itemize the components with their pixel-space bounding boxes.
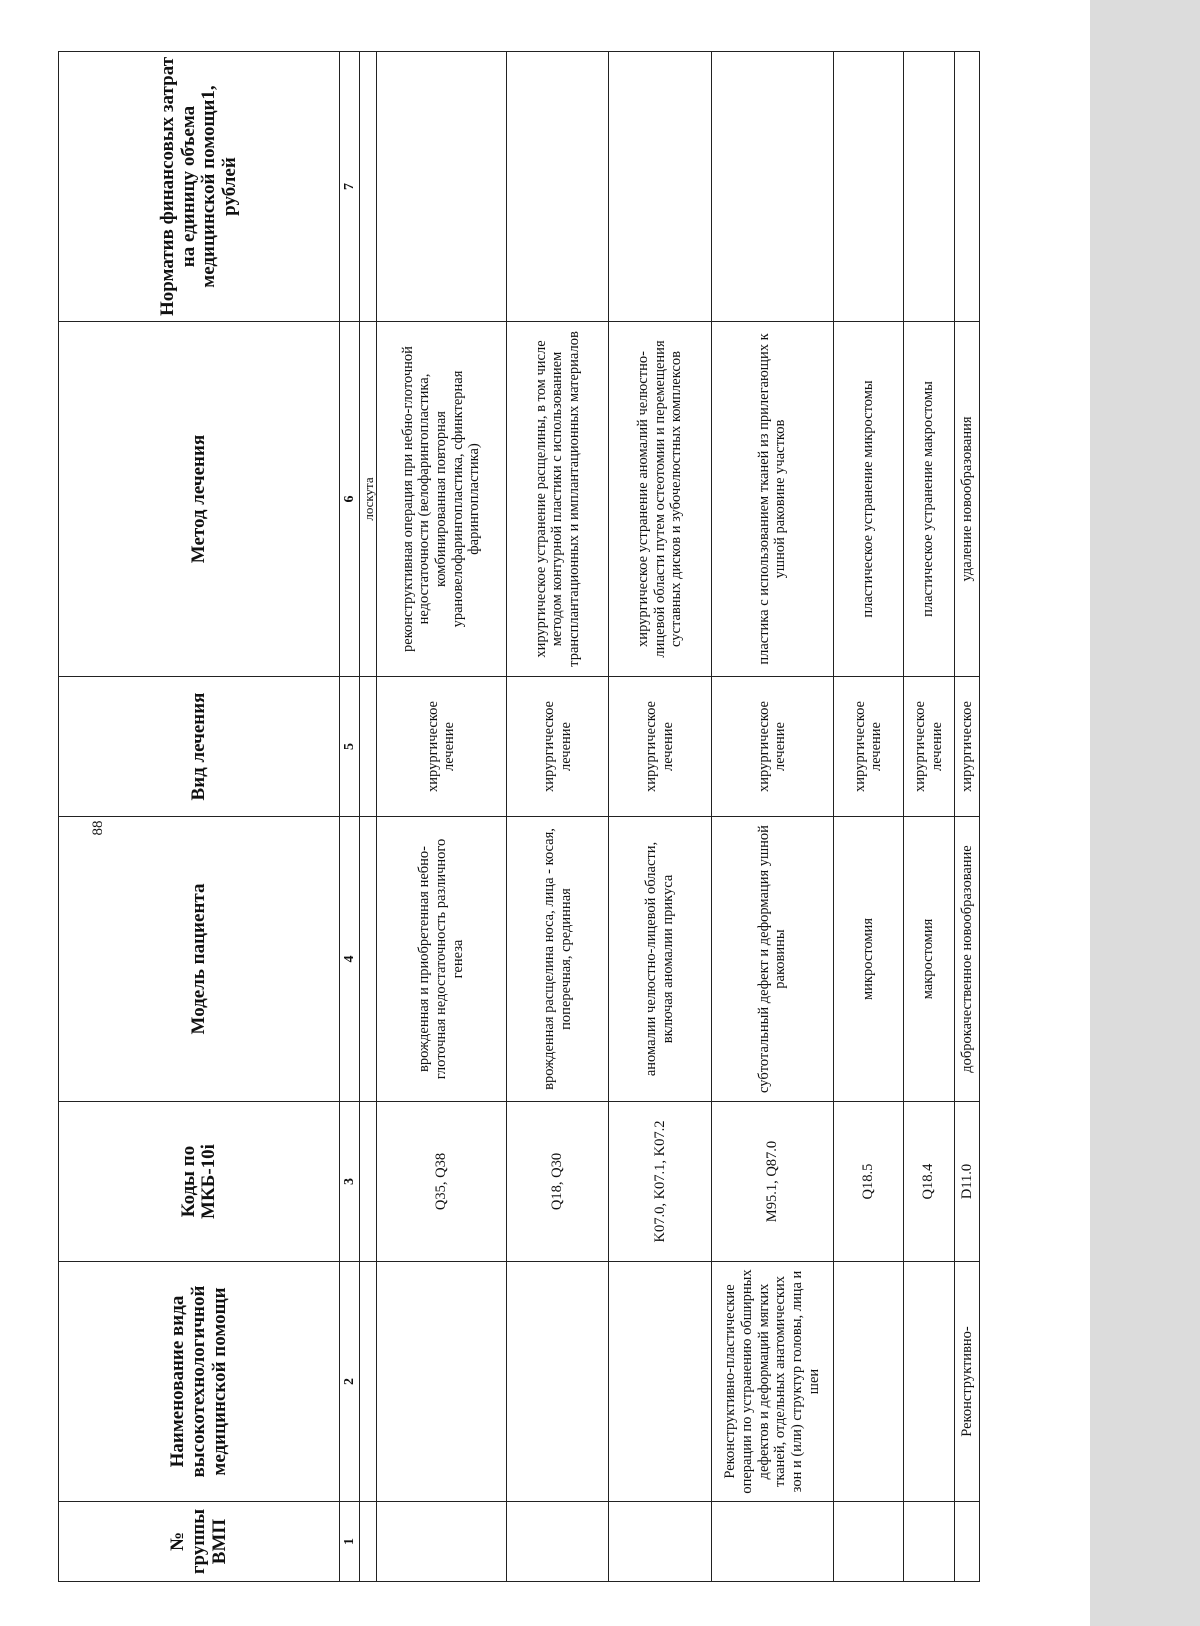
cell-c4: врожденная и приобретенная небно-глоточная недостаточность различного генеза: [376, 817, 506, 1102]
table-row: [609, 52, 711, 1582]
column-number: 3: [340, 1102, 360, 1262]
cell-c2: Реконструктивно-: [954, 1262, 979, 1502]
cell-c4: аномалии челюстно-лицевой области, включая аномалии прикуса: [609, 817, 711, 1102]
cell-c7: [833, 52, 903, 322]
cell-c4: доброкачественное новообразование: [954, 817, 979, 1102]
table-row: [903, 52, 954, 1582]
cell-c1: [376, 1502, 506, 1582]
table-row: [376, 52, 506, 1582]
header-cost-norm: Норматив финансовых затрат на единицу объема медицинской помощи1, рублей: [59, 52, 340, 322]
cell-c5: хирургическое лечение: [903, 677, 954, 817]
page-number: 88: [90, 820, 106, 836]
column-number: 5: [340, 677, 360, 817]
cell-c1: [833, 1502, 903, 1582]
empty-cell: [360, 1502, 376, 1582]
cell-c1: [903, 1502, 954, 1582]
cell-c2: [833, 1262, 903, 1502]
header-group-number: № группы ВМП: [59, 1502, 340, 1582]
cell-c7: [711, 52, 833, 322]
cell-c6: удаление новообразования: [954, 322, 979, 677]
empty-cell: [360, 817, 376, 1102]
cell-c6: реконструктивная операция при небно-глоточной недостаточности (велофарингопластика, комбинированная повторная урановелофарингопластика, сфинктерная фарингопластика): [376, 322, 506, 677]
cell-c1: [609, 1502, 711, 1582]
table-row: [833, 52, 903, 1582]
cell-c5: хирургическое лечение: [711, 677, 833, 817]
cell-c6: пластическое устранение макростомы: [903, 322, 954, 677]
cell-c2: [903, 1262, 954, 1502]
column-number: 6: [340, 322, 360, 677]
cell-c7: [954, 52, 979, 322]
carryover-text: лоскута: [360, 322, 376, 677]
cell-c3: Q18.4: [903, 1102, 954, 1262]
header-vmp-name: Наименование вида высокотехнологичной медицинской помощи: [59, 1262, 340, 1502]
cell-c3: Q18, Q30: [506, 1102, 608, 1262]
cell-c4: макростомия: [903, 817, 954, 1102]
column-number: 2: [340, 1262, 360, 1502]
cell-c7: [609, 52, 711, 322]
column-number: 1: [340, 1502, 360, 1582]
column-number-row: [340, 52, 360, 1582]
cell-c5: хирургическое лечение: [833, 677, 903, 817]
cell-c3: K07.0, K07.1, K07.2: [609, 1102, 711, 1262]
cell-c6: хирургическое устранение расщелины, в том числе методом контурной пластики с использованием трансплантационных и имплантационных материалов: [506, 322, 608, 677]
table-row: [711, 52, 833, 1582]
cell-c5: хирургическое лечение: [506, 677, 608, 817]
cell-c7: [903, 52, 954, 322]
cell-c5: хирургическое лечение: [376, 677, 506, 817]
cell-c3: D11.0: [954, 1102, 979, 1262]
rotated-table-wrapper: [58, 52, 980, 1582]
cell-c2: [376, 1262, 506, 1502]
cell-c2: Реконструктивно-пластические операции по устранению обширных дефектов и деформаций мягких тканей, отдельных анатомических зон и (или) структур головы, лица и шеи: [711, 1262, 833, 1502]
vmp-table: [58, 51, 980, 1582]
column-number: 7: [340, 52, 360, 322]
header-row: [59, 52, 340, 1582]
cell-c2: [506, 1262, 608, 1502]
cell-c6: пластика с использованием тканей из прилегающих к ушной раковине участков: [711, 322, 833, 677]
cell-c1: [711, 1502, 833, 1582]
cell-c3: Q18.5: [833, 1102, 903, 1262]
empty-cell: [360, 1262, 376, 1502]
cell-c6: пластическое устранение микростомы: [833, 322, 903, 677]
cell-c7: [506, 52, 608, 322]
empty-cell: [360, 677, 376, 817]
empty-cell: [360, 52, 376, 322]
cell-c5: хирургическое лечение: [609, 677, 711, 817]
table-row: [954, 52, 979, 1582]
cell-c1: [954, 1502, 979, 1582]
cell-c3: M95.1, Q87.0: [711, 1102, 833, 1262]
cell-c6: хирургическое устранение аномалий челюстно-лицевой области путем остеотомии и перемещения суставных дисков и зубочелюстных комплексов: [609, 322, 711, 677]
header-patient-model: Модель пациента: [59, 817, 340, 1102]
cell-c5: хирургическое: [954, 677, 979, 817]
cell-c1: [506, 1502, 608, 1582]
header-treatment-type: Вид лечения: [59, 677, 340, 817]
empty-cell: [360, 1102, 376, 1262]
table-row: [506, 52, 608, 1582]
cell-c4: субтотальный дефект и деформация ушной раковины: [711, 817, 833, 1102]
cell-c3: Q35, Q38: [376, 1102, 506, 1262]
cell-c2: [609, 1262, 711, 1502]
cell-c4: врожденная расщелина носа, лица - косая, поперечная, срединная: [506, 817, 608, 1102]
header-treatment-method: Метод лечения: [59, 322, 340, 677]
carryover-row: [360, 52, 376, 1582]
header-icd-codes: Коды по МКБ-10i: [59, 1102, 340, 1262]
cell-c4: микростомия: [833, 817, 903, 1102]
cell-c7: [376, 52, 506, 322]
column-number: 4: [340, 817, 360, 1102]
